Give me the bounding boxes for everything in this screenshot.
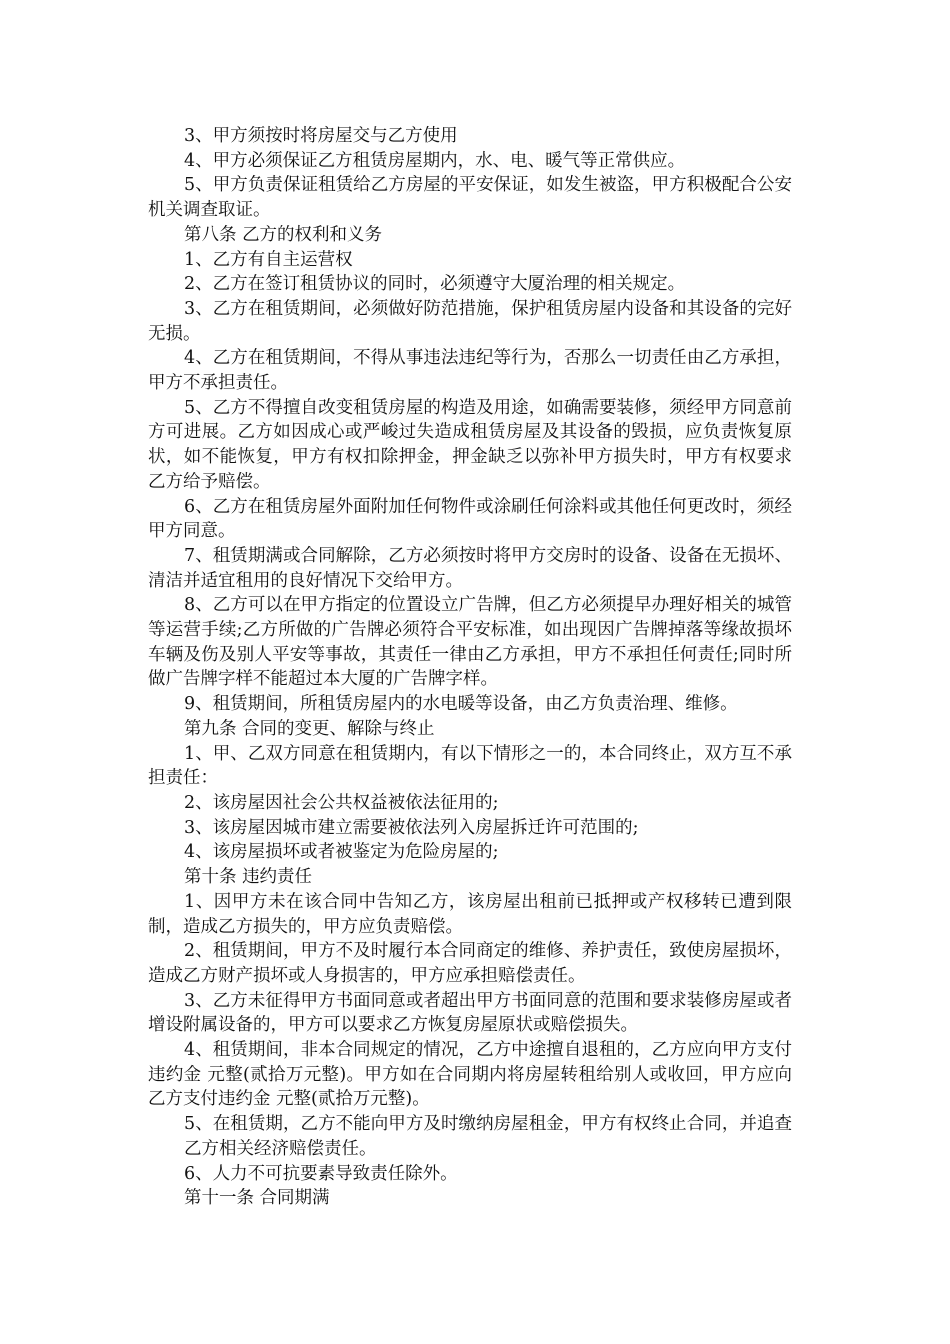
paragraph-termination-clause-1: 1、甲、乙双方同意在租赁期内，有以下情形之一的，本合同终止，双方互不承担责任： (148, 743, 792, 789)
section-heading-article-10: 第十条 违约责任 (184, 867, 313, 888)
paragraph-landlord-clause-3: 3、甲方须按时将房屋交与乙方使用 (184, 126, 458, 146)
paragraph-tenant-clause-5: 5、乙方不得擅自改变租赁房屋的构造及用途，如确需要装修，须经甲方同意前方可进展。乙方如因成心或严峻过失造成租赁房屋及其设备的毁损，应负责恢复原状，如不能恢复，甲方有权扣除押金，押金缺乏以弥补甲方损失时，甲方有权要求乙方给予赔偿。 (148, 397, 792, 492)
paragraph-liability-clause-2: 2、租赁期间，甲方不及时履行本合同商定的维修、养护责任，致使房屋损坏，造成乙方财产损坏或人身损害的，甲方应承担赔偿责任。 (148, 941, 792, 986)
section-heading-article-8: 第八条 乙方的权利和义务 (184, 224, 383, 245)
paragraph-termination-clause-3: 3、该房屋因城市建立需要被依法列入房屋拆迁许可范围的; (184, 817, 639, 838)
paragraph-liability-clause-5: 5、在租赁期，乙方不能向甲方及时缴纳房屋租金，甲方有权终止合同，并追查乙方相关经济赔偿责任。 (184, 1114, 792, 1159)
paragraph-termination-clause-2: 2、该房屋因社会公共权益被依法征用的; (184, 792, 499, 813)
paragraph-tenant-clause-4: 4、乙方在租赁期间，不得从事违法违纪等行为，否那么一切责任由乙方承担，甲方不承担责任。 (148, 348, 792, 394)
paragraph-tenant-clause-3: 3、乙方在租赁期间，必须做好防范措施，保护租赁房屋内设备和其设备的完好无损。 (148, 298, 792, 344)
paragraph-liability-clause-3: 3、乙方未征得甲方书面同意或者超出甲方书面同意的范围和要求装修房屋或者增设附属设备的，甲方可以要求乙方恢复房屋原状或赔偿损失。 (148, 990, 792, 1036)
paragraph-tenant-clause-6: 6、乙方在租赁房屋外面附加任何物件或涂刷任何涂料或其他任何更改时，须经甲方同意。 (148, 496, 792, 542)
paragraph-liability-clause-4: 4、租赁期间，非本合同规定的情况，乙方中途擅自退租的，乙方应向甲方支付违约金 元整(贰拾万元整)。甲方如在合同期内将房屋转租给别人或收回，甲方应向乙方支付违约金 元整(贰拾万元整)。 (148, 1040, 792, 1110)
document-page (148, 124, 792, 1211)
paragraph-liability-clause-1: 1、因甲方未在该合同中告知乙方，该房屋出租前已抵押或产权移转已遭到限制，造成乙方损失的，甲方应负责赔偿。 (148, 891, 792, 937)
paragraph-landlord-clause-4: 4、甲方必须保证乙方租赁房屋期内，水、电、暖气等正常供应。 (184, 150, 686, 171)
paragraph-tenant-clause-8: 8、乙方可以在甲方指定的位置设立广告牌，但乙方必须提早办理好相关的城管等运营手续;乙方所做的广告牌必须符合平安标准，如出现因广告牌掉落等缘故损坏车辆及伤及别人平安等事故，其责任一律由乙方承担，甲方不承担任何责任;同时所做广告牌字样不能超过本大厦的广告牌字样。 (148, 595, 792, 690)
section-heading-article-9: 第九条 合同的变更、解除与终止 (184, 718, 435, 739)
paragraph-tenant-clause-2: 2、乙方在签订租赁协议的同时，必须遵守大厦治理的相关规定。 (184, 274, 686, 295)
paragraph-termination-clause-4: 4、该房屋损坏或者被鉴定为危险房屋的; (184, 842, 499, 863)
paragraph-landlord-clause-5: 5、甲方负责保证租赁给乙方房屋的平安保证，如发生被盗，甲方积极配合公安机关调查取证。 (148, 175, 792, 221)
paragraph-tenant-clause-1: 1、乙方有自主运营权 (184, 249, 353, 270)
paragraph-liability-clause-6: 6、人力不可抗要素导致责任除外。 (184, 1163, 458, 1184)
section-heading-article-11: 第十一条 合同期满 (184, 1188, 330, 1209)
paragraph-tenant-clause-7: 7、租赁期满或合同解除，乙方必须按时将甲方交房时的设备、设备在无损坏、清洁并适宜租用的良好情况下交给甲方。 (148, 545, 792, 591)
paragraph-tenant-clause-9: 9、租赁期间，所租赁房屋内的水电暖等设备，由乙方负责治理、维修。 (184, 694, 738, 715)
